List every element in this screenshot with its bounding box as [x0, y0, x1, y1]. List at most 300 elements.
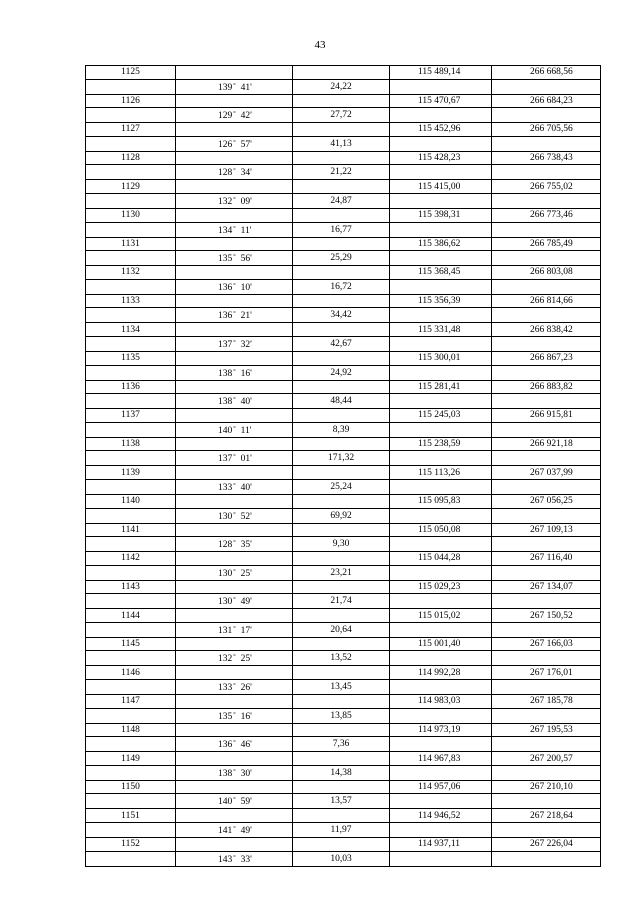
empty-cell — [86, 336, 176, 351]
direction-angle — [176, 765, 293, 780]
segment-row — [86, 222, 601, 237]
x-coordinate: 115 044,28 — [390, 552, 492, 566]
point-row — [86, 466, 601, 480]
point-row — [86, 180, 601, 194]
angle-minutes: 10' — [240, 282, 252, 293]
degree-symbol: ° — [233, 568, 236, 575]
point-number: 1144 — [86, 609, 176, 623]
point-number: 1132 — [86, 266, 176, 280]
segment-row — [86, 136, 601, 151]
empty-cell — [293, 637, 390, 651]
empty-cell — [390, 279, 492, 294]
point-row — [86, 523, 601, 537]
x-coordinate: 115 001,40 — [390, 637, 492, 651]
point-row — [86, 752, 601, 766]
degree-symbol: ° — [233, 425, 236, 432]
point-row — [86, 351, 601, 365]
point-row — [86, 494, 601, 508]
angle-minutes: 49' — [240, 597, 252, 608]
angle-minutes: 52' — [240, 511, 252, 522]
angle-degrees: 137 — [218, 339, 233, 350]
angle-degrees: 133 — [218, 482, 233, 493]
degree-symbol: ° — [233, 454, 236, 461]
x-coordinate: 114 973,19 — [390, 723, 492, 737]
angle-degrees: 136 — [218, 282, 233, 293]
segment-length: 25,29 — [293, 251, 390, 266]
empty-cell — [293, 66, 390, 80]
empty-cell — [176, 409, 293, 423]
empty-cell — [293, 323, 390, 337]
direction-angle — [176, 594, 293, 609]
angle-degrees: 136 — [218, 311, 233, 322]
empty-cell — [293, 466, 390, 480]
angle-minutes: 32' — [240, 339, 252, 350]
direction-angle — [176, 165, 293, 180]
x-coordinate: 115 470,67 — [390, 94, 492, 108]
angle-degrees: 130 — [218, 597, 233, 608]
empty-cell — [86, 79, 176, 94]
angle-degrees: 132 — [218, 196, 233, 207]
empty-cell — [86, 193, 176, 208]
angle-minutes: 49' — [240, 826, 252, 837]
segment-length: 41,13 — [293, 136, 390, 151]
point-number: 1131 — [86, 237, 176, 251]
x-coordinate: 115 356,39 — [390, 294, 492, 308]
segment-length: 10,03 — [293, 851, 390, 866]
point-number: 1151 — [86, 809, 176, 823]
degree-symbol: ° — [233, 654, 236, 661]
angle-degrees: 141 — [218, 826, 233, 837]
segment-row — [86, 422, 601, 437]
empty-cell — [390, 765, 492, 780]
empty-cell — [492, 651, 601, 666]
direction-angle — [176, 422, 293, 437]
x-coordinate: 115 415,00 — [390, 180, 492, 194]
empty-cell — [293, 237, 390, 251]
x-coordinate: 114 992,28 — [390, 666, 492, 680]
segment-length: 7,36 — [293, 737, 390, 752]
x-coordinate: 115 428,23 — [390, 151, 492, 165]
empty-cell — [293, 752, 390, 766]
angle-minutes: 59' — [240, 797, 252, 808]
empty-cell — [492, 79, 601, 94]
segment-length: 23,21 — [293, 565, 390, 580]
segment-row — [86, 336, 601, 351]
point-row — [86, 723, 601, 737]
coordinates-table — [85, 65, 601, 867]
empty-cell — [176, 237, 293, 251]
angle-minutes: 16' — [240, 711, 252, 722]
point-row — [86, 809, 601, 823]
point-number: 1136 — [86, 380, 176, 394]
point-row — [86, 208, 601, 222]
angle-degrees: 138 — [218, 368, 233, 379]
y-coordinate: 267 109,13 — [492, 523, 601, 537]
angle-minutes: 25' — [240, 568, 252, 579]
empty-cell — [86, 136, 176, 151]
segment-length: 16,72 — [293, 279, 390, 294]
empty-cell — [86, 851, 176, 866]
empty-cell — [86, 794, 176, 809]
coordinates-table-body — [86, 66, 601, 867]
angle-minutes: 30' — [240, 768, 252, 779]
empty-cell — [176, 323, 293, 337]
angle-minutes: 11' — [240, 425, 252, 436]
segment-row — [86, 79, 601, 94]
point-number: 1125 — [86, 66, 176, 80]
angle-degrees: 126 — [218, 139, 233, 150]
y-coordinate: 266 668,56 — [492, 66, 601, 80]
empty-cell — [86, 165, 176, 180]
segment-length: 16,77 — [293, 222, 390, 237]
direction-angle — [176, 823, 293, 838]
empty-cell — [293, 695, 390, 709]
y-coordinate: 266 883,82 — [492, 380, 601, 394]
direction-angle — [176, 565, 293, 580]
point-row — [86, 580, 601, 594]
empty-cell — [176, 266, 293, 280]
empty-cell — [86, 765, 176, 780]
point-row — [86, 780, 601, 794]
empty-cell — [390, 222, 492, 237]
y-coordinate: 266 814,66 — [492, 294, 601, 308]
empty-cell — [492, 451, 601, 466]
empty-cell — [176, 580, 293, 594]
point-row — [86, 94, 601, 108]
degree-symbol: ° — [233, 282, 236, 289]
y-coordinate: 266 803,08 — [492, 266, 601, 280]
y-coordinate: 267 195,53 — [492, 723, 601, 737]
empty-cell — [390, 479, 492, 494]
point-row — [86, 437, 601, 451]
degree-symbol: ° — [233, 854, 236, 861]
x-coordinate: 115 489,14 — [390, 66, 492, 80]
segment-row — [86, 594, 601, 609]
point-number: 1150 — [86, 780, 176, 794]
point-row — [86, 380, 601, 394]
segment-length: 25,24 — [293, 479, 390, 494]
empty-cell — [176, 123, 293, 137]
point-row — [86, 409, 601, 423]
segment-row — [86, 537, 601, 552]
empty-cell — [492, 794, 601, 809]
empty-cell — [176, 838, 293, 852]
angle-degrees: 132 — [218, 654, 233, 665]
empty-cell — [176, 494, 293, 508]
point-number: 1137 — [86, 409, 176, 423]
y-coordinate: 267 037,99 — [492, 466, 601, 480]
empty-cell — [176, 666, 293, 680]
empty-cell — [390, 651, 492, 666]
segment-length: 13,57 — [293, 794, 390, 809]
segment-row — [86, 308, 601, 323]
segment-row — [86, 565, 601, 580]
x-coordinate: 114 937,11 — [390, 838, 492, 852]
segment-length: 13,52 — [293, 651, 390, 666]
segment-length: 24,87 — [293, 193, 390, 208]
empty-cell — [176, 151, 293, 165]
segment-row — [86, 165, 601, 180]
empty-cell — [390, 594, 492, 609]
empty-cell — [86, 479, 176, 494]
y-coordinate: 266 684,23 — [492, 94, 601, 108]
empty-cell — [293, 151, 390, 165]
empty-cell — [492, 365, 601, 380]
empty-cell — [86, 279, 176, 294]
empty-cell — [492, 336, 601, 351]
angle-minutes: 33' — [240, 854, 252, 865]
empty-cell — [492, 851, 601, 866]
y-coordinate: 267 218,64 — [492, 809, 601, 823]
point-number: 1146 — [86, 666, 176, 680]
x-coordinate: 115 300,01 — [390, 351, 492, 365]
point-number: 1145 — [86, 637, 176, 651]
empty-cell — [176, 180, 293, 194]
x-coordinate: 115 015,02 — [390, 609, 492, 623]
point-row — [86, 266, 601, 280]
empty-cell — [86, 394, 176, 409]
direction-angle — [176, 479, 293, 494]
degree-symbol: ° — [233, 139, 236, 146]
empty-cell — [86, 222, 176, 237]
empty-cell — [293, 123, 390, 137]
empty-cell — [176, 66, 293, 80]
angle-minutes: 35' — [240, 540, 252, 551]
empty-cell — [492, 279, 601, 294]
point-number: 1126 — [86, 94, 176, 108]
empty-cell — [390, 851, 492, 866]
empty-cell — [293, 838, 390, 852]
empty-cell — [492, 594, 601, 609]
empty-cell — [492, 165, 601, 180]
segment-length: 42,67 — [293, 336, 390, 351]
direction-angle — [176, 794, 293, 809]
degree-symbol: ° — [233, 597, 236, 604]
empty-cell — [492, 622, 601, 637]
empty-cell — [390, 565, 492, 580]
empty-cell — [176, 552, 293, 566]
angle-degrees: 137 — [218, 454, 233, 465]
angle-degrees: 133 — [218, 683, 233, 694]
degree-symbol: ° — [233, 826, 236, 833]
empty-cell — [86, 451, 176, 466]
empty-cell — [390, 136, 492, 151]
x-coordinate: 114 967,83 — [390, 752, 492, 766]
direction-angle — [176, 394, 293, 409]
y-coordinate: 267 134,07 — [492, 580, 601, 594]
y-coordinate: 266 705,56 — [492, 123, 601, 137]
empty-cell — [86, 680, 176, 695]
empty-cell — [390, 193, 492, 208]
degree-symbol: ° — [233, 368, 236, 375]
degree-symbol: ° — [233, 311, 236, 318]
degree-symbol: ° — [233, 168, 236, 175]
segment-row — [86, 794, 601, 809]
empty-cell — [293, 666, 390, 680]
empty-cell — [293, 723, 390, 737]
empty-cell — [293, 266, 390, 280]
degree-symbol: ° — [233, 683, 236, 690]
y-coordinate: 267 176,01 — [492, 666, 601, 680]
segment-length: 11,97 — [293, 823, 390, 838]
empty-cell — [492, 765, 601, 780]
y-coordinate: 266 867,23 — [492, 351, 601, 365]
empty-cell — [390, 823, 492, 838]
empty-cell — [176, 523, 293, 537]
point-number: 1129 — [86, 180, 176, 194]
y-coordinate: 267 150,52 — [492, 609, 601, 623]
point-row — [86, 666, 601, 680]
y-coordinate: 267 116,40 — [492, 552, 601, 566]
point-number: 1134 — [86, 323, 176, 337]
segment-row — [86, 193, 601, 208]
direction-angle — [176, 651, 293, 666]
empty-cell — [293, 294, 390, 308]
y-coordinate: 266 738,43 — [492, 151, 601, 165]
y-coordinate: 267 210,10 — [492, 780, 601, 794]
empty-cell — [390, 451, 492, 466]
x-coordinate: 115 095,83 — [390, 494, 492, 508]
angle-minutes: 21' — [240, 311, 252, 322]
x-coordinate: 115 398,31 — [390, 208, 492, 222]
point-row — [86, 294, 601, 308]
angle-minutes: 40' — [240, 482, 252, 493]
x-coordinate: 114 957,06 — [390, 780, 492, 794]
empty-cell — [293, 494, 390, 508]
y-coordinate: 267 200,57 — [492, 752, 601, 766]
point-number: 1133 — [86, 294, 176, 308]
angle-degrees: 129 — [218, 111, 233, 122]
point-row — [86, 151, 601, 165]
degree-symbol: ° — [233, 711, 236, 718]
empty-cell — [176, 351, 293, 365]
degree-symbol: ° — [233, 540, 236, 547]
x-coordinate: 115 331,48 — [390, 323, 492, 337]
point-number: 1138 — [86, 437, 176, 451]
angle-degrees: 128 — [218, 168, 233, 179]
direction-angle — [176, 336, 293, 351]
empty-cell — [492, 537, 601, 552]
empty-cell — [176, 780, 293, 794]
empty-cell — [293, 609, 390, 623]
page-number: 43 — [314, 39, 326, 51]
direction-angle — [176, 79, 293, 94]
point-row — [86, 695, 601, 709]
angle-degrees: 138 — [218, 768, 233, 779]
degree-symbol: ° — [233, 82, 236, 89]
empty-cell — [492, 823, 601, 838]
segment-row — [86, 479, 601, 494]
point-number: 1135 — [86, 351, 176, 365]
x-coordinate: 115 281,41 — [390, 380, 492, 394]
angle-degrees: 138 — [218, 397, 233, 408]
empty-cell — [492, 508, 601, 523]
segment-length: 13,45 — [293, 680, 390, 695]
segment-length: 21,74 — [293, 594, 390, 609]
segment-row — [86, 680, 601, 695]
empty-cell — [492, 479, 601, 494]
empty-cell — [390, 794, 492, 809]
angle-minutes: 57' — [240, 139, 252, 150]
point-row — [86, 552, 601, 566]
angle-degrees: 140 — [218, 797, 233, 808]
segment-length: 9,30 — [293, 537, 390, 552]
direction-angle — [176, 193, 293, 208]
angle-minutes: 40' — [240, 397, 252, 408]
angle-degrees: 131 — [218, 625, 233, 636]
empty-cell — [492, 565, 601, 580]
y-coordinate: 266 785,49 — [492, 237, 601, 251]
angle-minutes: 16' — [240, 368, 252, 379]
x-coordinate: 115 113,26 — [390, 466, 492, 480]
empty-cell — [293, 780, 390, 794]
empty-cell — [86, 508, 176, 523]
x-coordinate: 115 386,62 — [390, 237, 492, 251]
segment-length: 14,38 — [293, 765, 390, 780]
empty-cell — [390, 79, 492, 94]
direction-angle — [176, 222, 293, 237]
segment-length: 171,32 — [293, 451, 390, 466]
empty-cell — [176, 294, 293, 308]
angle-minutes: 42' — [240, 111, 252, 122]
angle-degrees: 128 — [218, 540, 233, 551]
direction-angle — [176, 279, 293, 294]
angle-minutes: 25' — [240, 654, 252, 665]
segment-row — [86, 708, 601, 723]
direction-angle — [176, 108, 293, 123]
angle-degrees: 134 — [218, 225, 233, 236]
empty-cell — [293, 409, 390, 423]
y-coordinate: 266 838,42 — [492, 323, 601, 337]
angle-degrees: 130 — [218, 511, 233, 522]
empty-cell — [492, 680, 601, 695]
angle-degrees: 140 — [218, 425, 233, 436]
empty-cell — [176, 752, 293, 766]
point-row — [86, 637, 601, 651]
angle-minutes: 01' — [240, 454, 252, 465]
point-row — [86, 123, 601, 137]
segment-length: 24,92 — [293, 365, 390, 380]
empty-cell — [293, 809, 390, 823]
empty-cell — [390, 308, 492, 323]
segment-row — [86, 851, 601, 866]
empty-cell — [176, 809, 293, 823]
empty-cell — [390, 108, 492, 123]
empty-cell — [390, 422, 492, 437]
empty-cell — [86, 108, 176, 123]
degree-symbol: ° — [233, 482, 236, 489]
point-row — [86, 323, 601, 337]
degree-symbol: ° — [233, 339, 236, 346]
point-row — [86, 66, 601, 80]
segment-length: 13,85 — [293, 708, 390, 723]
point-number: 1141 — [86, 523, 176, 537]
direction-angle — [176, 708, 293, 723]
empty-cell — [293, 94, 390, 108]
segment-length: 34,42 — [293, 308, 390, 323]
empty-cell — [390, 737, 492, 752]
empty-cell — [293, 208, 390, 222]
degree-symbol: ° — [233, 625, 236, 632]
empty-cell — [86, 737, 176, 752]
segment-length: 21,22 — [293, 165, 390, 180]
empty-cell — [492, 193, 601, 208]
empty-cell — [86, 308, 176, 323]
x-coordinate: 115 238,59 — [390, 437, 492, 451]
point-number: 1139 — [86, 466, 176, 480]
point-number: 1142 — [86, 552, 176, 566]
angle-degrees: 135 — [218, 711, 233, 722]
